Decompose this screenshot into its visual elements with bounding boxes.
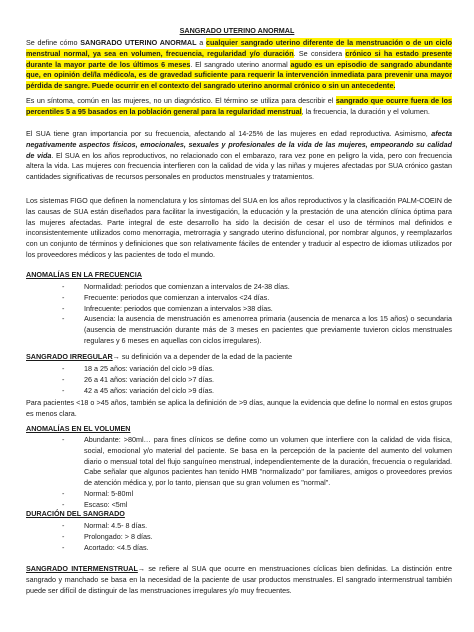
list-volumen [0, 435, 452, 511]
list-item: - Normal: 4.5- 8 días. [0, 521, 452, 532]
list-frecuencia [0, 282, 452, 347]
heading-irregular: SANGRADO IRREGULAR [26, 352, 113, 361]
paragraph-intermenstrual: SANGRADO INTERMENSTRUAL→ se refiere al SUA que ocurre en menstruaciones cíclicas bien definidas. La distinción entre sangrado y manchado se basa en la necesidad de la paciente de usar productos menstruales. El sangrado intermenstrual también puede ser difícil de distinguir de las menstruaciones irregulares y/o muy frecuentes. [26, 564, 452, 595]
heading-intermenstrual: SANGRADO INTERMENSTRUAL [26, 564, 138, 573]
list-item: - 26 a 41 años: variación del ciclo >7 días. [0, 375, 452, 386]
arrow-icon: → [112, 352, 120, 361]
heading-volumen: ANOMALÍAS EN EL VOLUMEN [26, 424, 131, 433]
heading-duracion: DURACIÓN DEL SANGRADO [26, 509, 125, 518]
paragraph-definition: Se define cómo SANGRADO UTERINO ANORMAL a cualquier sangrado uterino diferente de la menstruación o de un ciclo menstrual normal, ya sea en volumen, frecuencia, regularidad y/o duración. Se considera crónico si ha estado presente durante la mayor parte de los últimos 6 meses. El sangrado uterino anormal agudo es un episodio de sangrado abundante que, en opinión del/la médico/a, es de gravedad suficiente para requerir la intervención inmediata para prevenir una mayor pérdida de sangre. Puede ocurrir en el contexto del sangrado uterino anormal crónico o sin un antecedente. [26, 38, 452, 91]
list-item: - 18 a 25 años: variación del ciclo >9 días. [0, 364, 452, 375]
list-item: - Ausencia: la ausencia de menstruación es amenorrea primaria (ausencia de menarca a los 15 años) o secundaria (ausencia de menstruación durante más de 3 meses en pacientes que previamente tuvieron ciclos menstruales regulares y 6 meses en aquellas con ciclos irregulares). [0, 314, 452, 346]
list-irregular [0, 364, 452, 396]
list-item: - Escaso: <5ml [0, 500, 452, 511]
list-item: - Normal: 5-80ml [0, 489, 452, 500]
arrow-icon: → [137, 564, 146, 573]
list-item: - Frecuente: periodos que comienzan a intervalos <24 días. [0, 293, 452, 304]
list-item: - Normalidad: periodos que comienzan a intervalos de 24-38 días. [0, 282, 452, 293]
paragraph-figo: Los sistemas FIGO que definen la nomenclatura y los síntomas del SUA en los años reproductivos y la clasificación PALM-COEIN de las causas de SUA están diseñados para facilitar la investigación, la educación y la prestación de una atención clínica óptima para las mujeres afectadas. Parte integral de este desarrollo ha sido la decisión de cesar el uso de términos mal definidos e inconsistentemente utilizados como menorragia, metrorragia y sangrado uterino disfuncional, por nombrar algunos, y reemplazarlos con un conjunto de términos y definiciones que son relativamente fáciles de entender y traducir al espectro de idiomas utilizados por los proveedores médicos y las pacientes de todo el mundo. [26, 196, 452, 259]
paragraph-irregular-note: Para pacientes <18 o >45 años, también se aplica la definición de >9 días, aunque la evidencia que define lo normal en estos grupos es menos clara. [26, 398, 452, 418]
list-item: - Abundante: >80ml… para fines clínicos se define como un volumen que interfiere con la calidad de vida física, social, emocional y/o material del paciente. Se basa en la percepción de la paciente del aumento del volumen diario o mensual total del flujo sanguíneo menstrual, independientemente de la duración, frecuencia o regularidad. Cabe señalar que algunos pacientes han tenido HMB "normalizado" por familiares, amigos o proveedores previos de atención médica y, por lo tanto, piensan que su gran volumen es "normal". [0, 435, 452, 489]
paragraph-symptom: Es un síntoma, común en las mujeres, no un diagnóstico. El término se utiliza para describir el sangrado que ocurre fuera de los percentiles 5 a 95 basados en la población general para la regularidad menstrual, la frecuencia, la duración y el volumen. [26, 96, 452, 116]
heading-frecuencia: ANOMALÍAS EN LA FRECUENCIA [26, 270, 142, 279]
paragraph-importance: El SUA tiene gran importancia por su frecuencia, afectando al 14-25% de las mujeres en edad reproductiva. Asimismo, afecta negativamente aspectos físicos, emocionales, sexuales y profesionales de la vida de las mujeres, empeorando su calidad de vida. El SUA en los años reproductivos, no relacionado con el embarazo, rara vez pone en peligro la vida, pero con frecuencia altera la vida. Las mujeres con frecuencia interfieren con la calidad de vida y las niñas y mujeres afectadas por SUA crónico gastan cantidades significativas de recursos personales en productos menstruales y tratamientos. [26, 129, 452, 182]
list-item: - 42 a 45 años: variación del ciclo >9 días. [0, 386, 452, 397]
list-item: - Infrecuente: periodos que comienzan a intervalos >38 días. [0, 304, 452, 315]
list-item: - Acortado: <4.5 días. [0, 543, 452, 554]
list-item: - Prolongado: > 8 días. [0, 532, 452, 543]
list-duracion [0, 521, 452, 553]
page-title: SANGRADO UTERINO ANORMAL [179, 26, 295, 35]
paragraph-irregular: SANGRADO IRREGULAR→ su definición va a depender de la edad de la paciente [26, 352, 293, 361]
